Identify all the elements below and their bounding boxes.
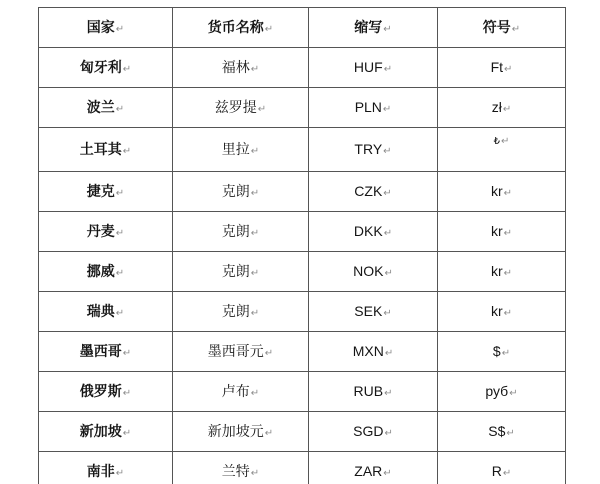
end-of-cell-mark: ↵: [502, 468, 512, 479]
table-row: [39, 48, 566, 88]
cell-value: 新加坡元: [207, 423, 264, 439]
cell-value: 土耳其: [79, 141, 122, 157]
cell-value: kr: [490, 303, 503, 319]
table-row: [39, 88, 566, 128]
cell-value: PLN: [354, 99, 382, 115]
table-body: [39, 48, 566, 484]
table-cell-symbol[interactable]: [438, 48, 566, 88]
column-header-code: [309, 8, 438, 48]
end-of-cell-mark: ↵: [506, 428, 515, 439]
cell-value: 挪威: [86, 263, 115, 279]
end-of-cell-mark: ↵: [503, 308, 513, 319]
end-of-cell-mark: ↵: [383, 468, 392, 479]
cell-value: SGD: [353, 423, 384, 439]
cell-value: SEK: [354, 303, 383, 319]
cell-value: 匈牙利: [79, 59, 122, 75]
column-header-currency: [173, 8, 309, 48]
table-cell-symbol[interactable]: [438, 292, 566, 332]
table-cell-currency[interactable]: [173, 452, 309, 484]
cell-value: TRY: [354, 141, 383, 157]
cell-value: RUB: [353, 383, 384, 399]
table-cell-country[interactable]: [39, 172, 173, 212]
cell-value: 丹麦: [86, 223, 115, 239]
cell-value: CZK: [354, 183, 383, 199]
end-of-cell-mark: ↵: [115, 24, 125, 35]
end-of-cell-mark: ↵: [115, 228, 125, 239]
table-cell-code[interactable]: [309, 292, 438, 332]
table-row: [39, 128, 566, 172]
table-cell-country[interactable]: [39, 252, 173, 292]
table-cell-country[interactable]: [39, 128, 173, 172]
cell-value: kr: [490, 263, 503, 279]
cell-value: 波兰: [86, 99, 115, 115]
table-cell-country[interactable]: [39, 332, 173, 372]
cell-value: kr: [490, 183, 503, 199]
cell-value: 墨西哥元: [207, 343, 264, 359]
cell-value: руб: [485, 383, 509, 399]
cell-value: ZAR: [354, 463, 383, 479]
end-of-cell-mark: ↵: [122, 348, 132, 359]
end-of-cell-mark: ↵: [384, 428, 393, 439]
cell-value: 克朗: [221, 183, 250, 199]
table-cell-code[interactable]: [309, 128, 438, 172]
cell-value: $: [492, 343, 501, 359]
table-cell-currency[interactable]: [173, 128, 309, 172]
table-row: [39, 332, 566, 372]
table-cell-code[interactable]: [309, 212, 438, 252]
end-of-cell-mark: ↵: [115, 308, 125, 319]
end-of-cell-mark: ↵: [257, 104, 267, 115]
end-of-cell-mark: ↵: [122, 146, 132, 157]
end-of-cell-mark: ↵: [250, 146, 260, 157]
table-cell-currency[interactable]: [173, 172, 309, 212]
end-of-cell-mark: ↵: [383, 64, 393, 75]
cell-value: zł: [491, 99, 502, 115]
cell-value: 克朗: [221, 223, 250, 239]
end-of-cell-mark: ↵: [384, 388, 393, 399]
column-header-country: [39, 8, 173, 48]
cell-value: kr: [490, 223, 503, 239]
end-of-cell-mark: ↵: [122, 388, 132, 399]
cell-value: MXN: [352, 343, 384, 359]
end-of-cell-mark: ↵: [384, 348, 394, 359]
table-cell-currency[interactable]: [173, 292, 309, 332]
end-of-cell-mark: ↵: [383, 228, 393, 239]
header-label: 国家: [86, 19, 115, 35]
end-of-cell-mark: ↵: [511, 24, 521, 35]
table-cell-country[interactable]: [39, 412, 173, 452]
table-cell-country[interactable]: [39, 452, 173, 484]
table-cell-code[interactable]: [309, 332, 438, 372]
cell-value: 卢布: [221, 383, 250, 399]
end-of-cell-mark: ↵: [384, 268, 393, 279]
table-cell-symbol[interactable]: [438, 412, 566, 452]
header-label: 缩写: [354, 19, 383, 35]
end-of-cell-mark: ↵: [264, 428, 274, 439]
header-row: [39, 8, 566, 48]
table-cell-country[interactable]: [39, 88, 173, 128]
end-of-cell-mark: ↵: [503, 228, 513, 239]
end-of-cell-mark: ↵: [115, 188, 125, 199]
end-of-cell-mark: ↵: [503, 188, 513, 199]
cell-value: NOK: [353, 263, 384, 279]
table-cell-country[interactable]: [39, 212, 173, 252]
cell-value: 新加坡: [79, 423, 122, 439]
table-cell-symbol[interactable]: [438, 452, 566, 484]
end-of-cell-mark: ↵: [509, 388, 518, 399]
table-row: [39, 172, 566, 212]
cell-value: ₺: [493, 136, 500, 147]
end-of-cell-mark: ↵: [115, 468, 125, 479]
end-of-cell-mark: ↵: [264, 24, 274, 35]
end-of-cell-mark: ↵: [264, 348, 274, 359]
header-label: 符号: [482, 19, 511, 35]
end-of-cell-mark: ↵: [383, 308, 392, 319]
table-cell-symbol[interactable]: [438, 212, 566, 252]
table-cell-currency[interactable]: [173, 48, 309, 88]
end-of-cell-mark: ↵: [383, 24, 392, 35]
table-row: [39, 212, 566, 252]
end-of-cell-mark: ↵: [115, 104, 125, 115]
table-cell-code[interactable]: [309, 412, 438, 452]
cell-value: R: [491, 463, 502, 479]
end-of-cell-mark: ↵: [122, 428, 132, 439]
cell-value: 南非: [86, 463, 115, 479]
table-row: [39, 252, 566, 292]
end-of-cell-mark: ↵: [250, 228, 260, 239]
end-of-cell-mark: ↵: [250, 64, 260, 75]
table-cell-country[interactable]: [39, 292, 173, 332]
end-of-cell-mark: ↵: [250, 308, 260, 319]
end-of-cell-mark: ↵: [250, 468, 260, 479]
cell-value: 墨西哥: [79, 343, 122, 359]
cell-value: 瑞典: [86, 303, 115, 319]
table-cell-code[interactable]: [309, 252, 438, 292]
table-cell-symbol[interactable]: [438, 252, 566, 292]
end-of-cell-mark: ↵: [504, 64, 513, 75]
cell-value: HUF: [353, 59, 383, 75]
table-cell-code[interactable]: [309, 172, 438, 212]
end-of-cell-mark: ↵: [503, 268, 513, 279]
table-row: [39, 412, 566, 452]
table-cell-currency[interactable]: [173, 412, 309, 452]
end-of-cell-mark: ↵: [382, 104, 392, 115]
cell-value: 克朗: [221, 263, 250, 279]
table-cell-country[interactable]: [39, 372, 173, 412]
end-of-cell-mark: ↵: [115, 268, 125, 279]
table-cell-country[interactable]: [39, 48, 173, 88]
table-row: [39, 372, 566, 412]
table-cell-symbol[interactable]: [438, 128, 566, 172]
end-of-cell-mark: ↵: [501, 348, 511, 359]
currency-table: [38, 7, 566, 484]
cell-value: Ft: [490, 59, 504, 75]
table-header: [39, 8, 566, 48]
table-cell-symbol[interactable]: [438, 332, 566, 372]
end-of-cell-mark: ↵: [250, 268, 260, 279]
end-of-cell-mark: ↵: [250, 388, 260, 399]
end-of-cell-mark: ↵: [250, 188, 260, 199]
table-row: [39, 452, 566, 484]
end-of-cell-mark: ↵: [122, 64, 132, 75]
cell-value: 里拉: [221, 141, 250, 157]
end-of-cell-mark: ↵: [383, 146, 392, 157]
table-cell-currency[interactable]: [173, 252, 309, 292]
table-row: [39, 292, 566, 332]
cell-value: DKK: [353, 223, 383, 239]
end-of-cell-mark: ↵: [500, 136, 510, 147]
end-of-cell-mark: ↵: [383, 188, 392, 199]
cell-value: 兰特: [221, 463, 250, 479]
table-cell-code[interactable]: [309, 48, 438, 88]
table-cell-symbol[interactable]: [438, 88, 566, 128]
table-cell-currency[interactable]: [173, 372, 309, 412]
table-cell-currency[interactable]: [173, 212, 309, 252]
table-cell-code[interactable]: [309, 372, 438, 412]
cell-value: 福林: [221, 59, 250, 75]
cell-value: 俄罗斯: [79, 383, 122, 399]
table-cell-code[interactable]: [309, 88, 438, 128]
cell-value: 克朗: [221, 303, 250, 319]
cell-value: S$: [488, 423, 506, 439]
cell-value: 捷克: [86, 183, 115, 199]
column-header-symbol: [438, 8, 566, 48]
end-of-cell-mark: ↵: [502, 104, 512, 115]
table-cell-currency[interactable]: [173, 332, 309, 372]
table-cell-symbol[interactable]: [438, 172, 566, 212]
table-cell-symbol[interactable]: [438, 372, 566, 412]
table-cell-code[interactable]: [309, 452, 438, 484]
header-label: 货币名称: [207, 19, 264, 35]
cell-value: 兹罗提: [214, 99, 257, 115]
table-cell-currency[interactable]: [173, 88, 309, 128]
